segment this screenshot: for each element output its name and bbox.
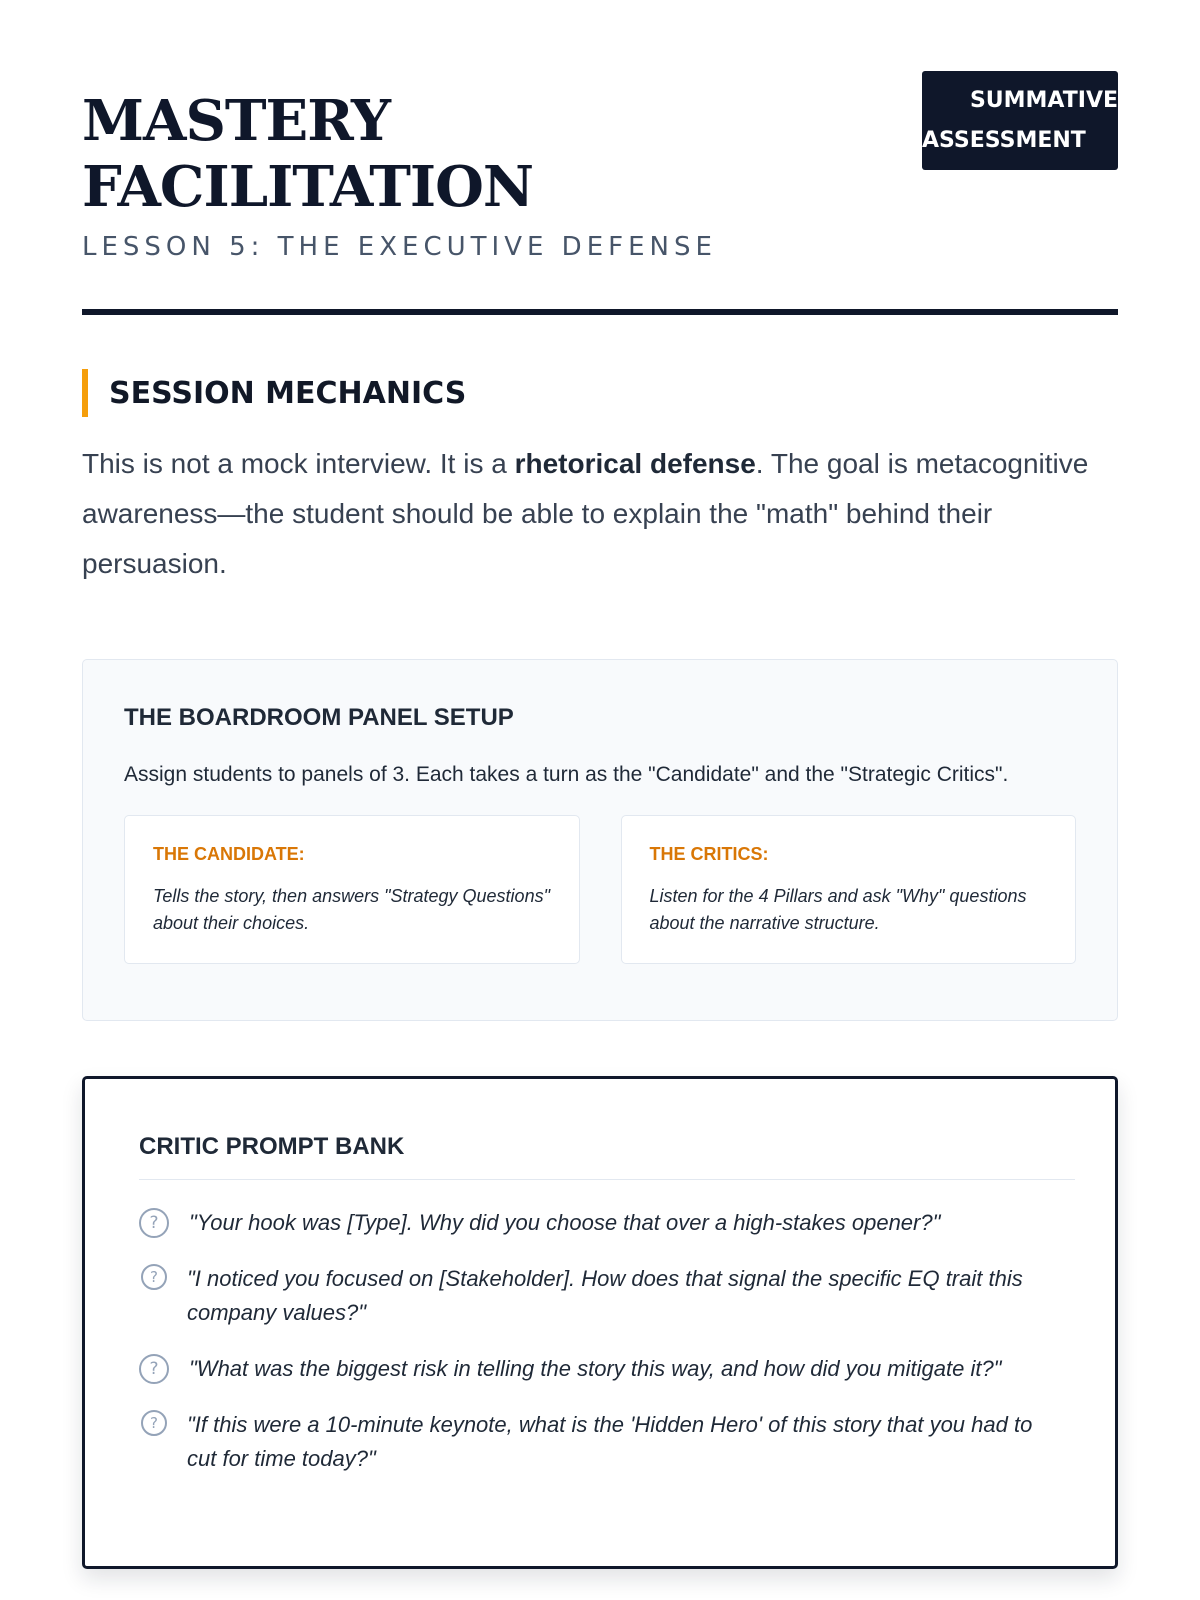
assessment-badge [922,71,1118,170]
role-cards [124,815,1076,964]
badge-line-1: SUMMATIVE [969,88,1118,113]
prompt-text: "I noticed you focused on [Stakeholder]. How does that signal the specific EQ trait this company values?" [187,1266,1023,1325]
lesson-subtitle: LESSON 5: THE EXECUTIVE DEFENSE [82,232,717,262]
role-card-candidate [124,815,580,964]
question-circle-icon: ? [141,1264,167,1290]
list-item [139,1262,1061,1330]
intro-text-after: . The goal is metacognitive awareness—the student should be able to explain the "math" behind their persuasion. [82,448,1089,579]
intro-text-before: This is not a mock interview. It is a [82,448,515,479]
list-item [139,1352,1061,1386]
question-circle-icon: ? [139,1208,169,1238]
question-circle-icon: ? [141,1410,167,1436]
role-card-critics [621,815,1077,964]
title-line-2: FACILITATION [82,154,534,220]
page-header [82,0,1118,315]
role-title: THE CANDIDATE: [153,844,305,864]
prompt-list [139,1206,1061,1476]
role-title: THE CRITICS: [649,844,769,864]
prompt-text: "If this were a 10-minute keynote, what is the 'Hidden Hero' of this story that you had to cut for time today?" [187,1412,1033,1471]
setup-description: Assign students to panels of 3. Each takes a turn as the "Candidate" and the "Strategic Critics". [124,763,1009,786]
question-circle-icon: ? [139,1354,169,1384]
prompt-bank-title: CRITIC PROMPT BANK [139,1133,1075,1180]
page-title [82,88,642,220]
role-description: Listen for the 4 Pillars and ask "Why" questions about the narrative structure. [649,886,1027,933]
section-heading: SESSION MECHANICS [82,369,1118,417]
title-line-1: MASTERY [82,88,391,154]
intro-emphasis: rhetorical defense [514,448,756,479]
session-intro [82,439,1122,589]
setup-title: THE BOARDROOM PANEL SETUP [124,704,514,731]
boardroom-setup-panel [82,659,1118,1021]
role-description: Tells the story, then answers "Strategy Questions" about their choices. [153,886,550,933]
list-item [139,1408,1061,1476]
prompt-text: "What was the biggest risk in telling the story this way, and how did you mitigate it?" [189,1356,1002,1381]
badge-line-2: ASSESSMENT [922,128,1086,153]
critic-prompt-bank [82,1076,1118,1569]
list-item [139,1206,1061,1240]
prompt-text: "Your hook was [Type]. Why did you choose that over a high-stakes opener?" [189,1210,941,1235]
